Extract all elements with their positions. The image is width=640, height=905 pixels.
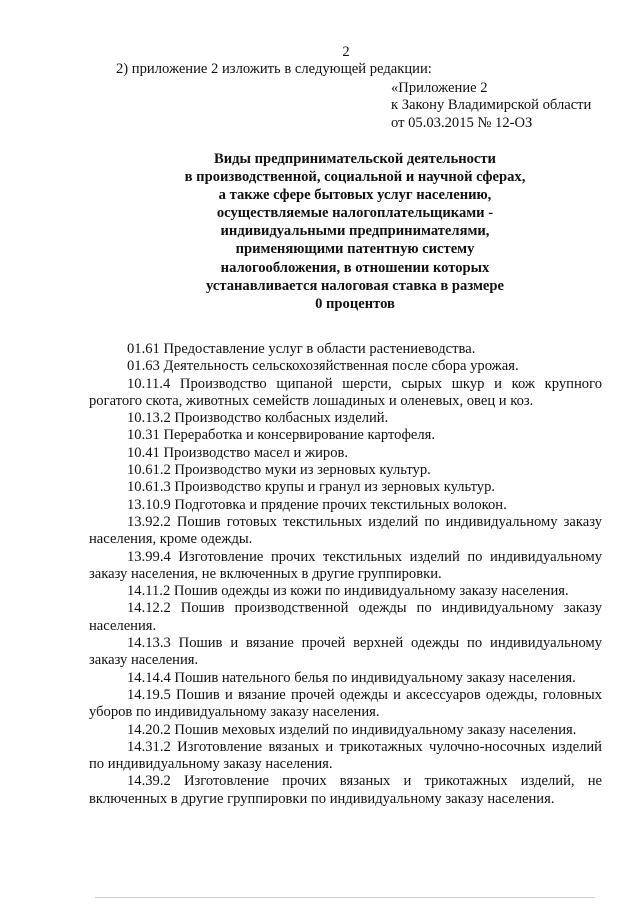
title-line: налогообложения, в отношении которых <box>220 259 490 276</box>
list-item: 13.92.2 Пошив готовых текстильных изделий по индивидуальному заказу населения, кроме одежды. <box>89 513 602 548</box>
appendix-line-1: «Приложение 2 <box>391 80 488 96</box>
appendix-line-2: к Закону Владимирской области <box>391 97 592 114</box>
list-item: 10.31 Переработка и консервирование картофеля. <box>127 427 436 444</box>
list-item: 13.99.4 Изготовление прочих текстильных изделий по индивидуальному заказу населения, не включенных в другие группировки. <box>89 548 602 582</box>
document-title <box>108 150 602 313</box>
page-number: 2 <box>342 44 350 60</box>
list-item: 10.11.4 Производство щипаной шерсти, сырых шкур и кож крупного рогатого скота, животных семейств лошадиных и оленевых, овец и коз. <box>89 375 602 409</box>
list-item: 10.13.2 Производство колбасных изделий. <box>127 410 389 427</box>
bottom-rule <box>95 897 595 898</box>
list-item: 14.39.2 Изготовление прочих вязаных и трикотажных изделий, не включенных в другие группировки по индивидуальному заказу населения. <box>89 773 602 807</box>
list-item: 14.11.2 Пошив одежды из кожи по индивидуальному заказу населения. <box>127 583 569 600</box>
title-line: в производственной, социальной и научной сферах, <box>184 169 526 186</box>
list-item: 14.13.3 Пошив и вязание прочей верхней одежды по индивидуальному заказу населения. <box>89 635 602 669</box>
title-line: осуществляемые налогоплательщиками - <box>216 205 494 222</box>
list-item: 14.14.4 Пошив нательного белья по индивидуальному заказу населения. <box>127 669 576 686</box>
list-item: 01.61 Предоставление услуг в области растениеводства. <box>127 341 476 357</box>
list-item: 10.61.3 Производство крупы и гранул из зерновых культур. <box>127 479 496 496</box>
list-item: 14.31.2 Изготовление вязаных и трикотажных чулочно-носочных изделий по индивидуальному заказу населения. <box>89 738 602 773</box>
list-item: 10.61.2 Производство муки из зерновых культур. <box>127 462 431 479</box>
list-item: 10.41 Производство масел и жиров. <box>127 444 349 461</box>
appendix-line-3: от 05.03.2015 № 12-ОЗ <box>391 114 533 131</box>
title-line: а также сфере бытовых услуг населению, <box>218 187 492 204</box>
title-line: устанавливается налоговая ставка в размере <box>206 277 504 294</box>
title-line: применяющими патентную систему <box>235 241 475 258</box>
list-item: 14.20.2 Пошив меховых изделий по индивидуальному заказу населения. <box>127 721 577 738</box>
list-item: 14.19.5 Пошив и вязание прочей одежды и аксессуаров одежды, головных уборов по индивидуальному заказу населения. <box>89 686 602 721</box>
appendix-reference <box>391 80 591 132</box>
list-item: 13.10.9 Подготовка и прядение прочих текстильных волокон. <box>127 496 507 513</box>
title-line: индивидуальными предпринимателями, <box>220 223 490 240</box>
title-line: Виды предпринимательской деятельности <box>214 151 496 167</box>
list-item: 01.63 Деятельность сельскохозяйственная после сбора урожая. <box>127 358 519 375</box>
list-item: 14.12.2 Пошив производственной одежды по индивидуальному заказу населения. <box>89 600 602 634</box>
amendment-intro: 2) приложение 2 изложить в следующей редакции: <box>116 61 432 77</box>
activity-list <box>89 341 602 808</box>
title-line: 0 процентов <box>315 295 395 312</box>
